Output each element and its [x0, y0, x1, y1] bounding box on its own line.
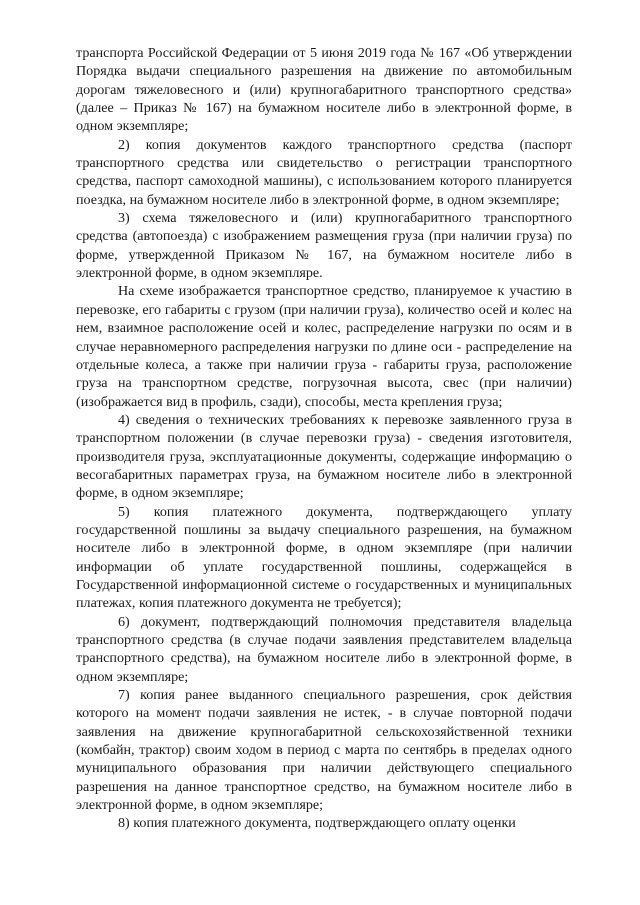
paragraph-item-4: 4) сведения о технических требованиях к перевозке заявленного груза в транспортном положении (в случае перевозки груза) - сведения изготовителя, производителя груза, эксплуатационные документы, содержащие информацию о весогабаритных параметрах груза, на бумажном носителе либо в электронной форме, в одном экземпляре;	[76, 411, 572, 502]
paragraph-item-7: 7) копия ранее выданного специального разрешения, срок действия которого на момент подачи заявления не истек, - в случае повторной подачи заявления на движение крупногабаритной сельскохозяйственной техники (комбайн, трактор) своим ходом в период с марта по сентябрь в пределах одного муниципального образования при наличии действующего специального разрешения на данное транспортное средство, на бумажном носителе либо в электронной форме, в одном экземпляре;	[76, 687, 572, 814]
paragraph-item-2: 2) копия документов каждого транспортного средства (паспорт транспортного средства или свидетельство о регистрации транспортного средства, паспорт самоходной машины), с использованием которого планируется поездка, на бумажном носителе либо в электронной форме, в одном экземпляре;	[76, 136, 572, 208]
paragraph-item-8: 8) копия платежного документа, подтверждающего оплату оценки	[118, 815, 516, 832]
paragraph-continuation: транспорта Российской Федерации от 5 июня 2019 года № 167 «Об утверждении Порядка выдачи специального разрешения на движение по автомобильным дорогам тяжеловесного и (или) крупногабаритного транспортного средства» (далее – Приказ № 167) на бумажном носителе либо в электронной форме, в одном экземпляре;	[76, 45, 572, 135]
paragraph-item-3: 3) схема тяжеловесного и (или) крупногабаритного транспортного средства (автопоезда) с изображением размещения груза (при наличии груза) по форме, утвержденной Приказом № 167, на бумажном носителе либо в электронной форме, в одном экземпляре.	[76, 210, 572, 282]
paragraph-item-6: 6) документ, подтверждающий полномочия представителя владельца транспортного средства (в случае подачи заявления представителем владельца транспортного средства), на бумажном носителе либо в электронной форме, в одном экземпляре;	[76, 613, 572, 685]
paragraph-item-5: 5) копия платежного документа, подтверждающего уплату государственной пошлины за выдачу специального разрешения, на бумажном носителе либо в электронной форме, в одном экземпляре (при наличии информации об уплате государственной пошлины, содержащейся в Государственной информационной системе о государственных и муниципальных платежах, копия платежного документа не требуется);	[76, 503, 572, 612]
paragraph-scheme-description: На схеме изображается транспортное средство, планируемое к участию в перевозке, его габариты с грузом (при наличии груза), количество осей и колес на нем, взаимное расположение осей и колес, распределение нагрузки по осям и в случае неравномерного распределения нагрузки по длине оси - распределение на отдельные колеса, а также при наличии груза - габариты груза, расположение груза на транспортном средстве, погрузочная высота, свес (при наличии) (изображается вид в профиль, сзади), способы, места крепления груза;	[76, 283, 572, 410]
